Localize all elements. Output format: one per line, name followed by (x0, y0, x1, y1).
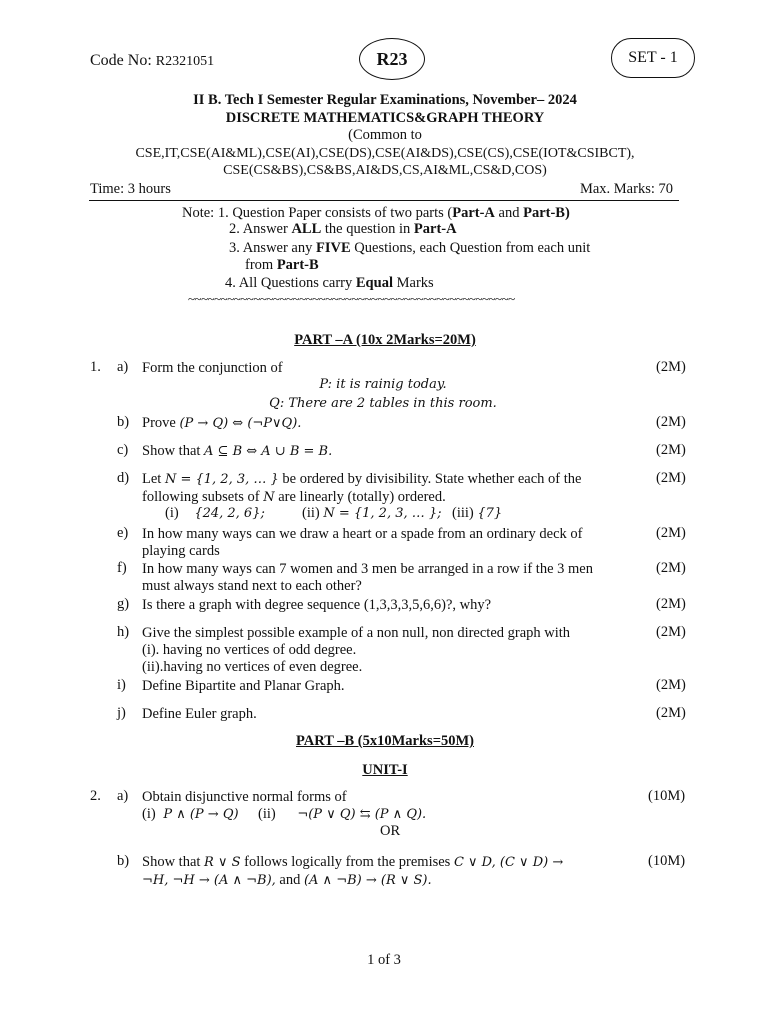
q1e-text-line1: In how many ways can we draw a heart or a spade from an ordinary deck of (142, 526, 583, 542)
q2a-letter: a) (117, 788, 129, 804)
q2b-premise-1: C ∨ D, (C ∨ D) → (453, 855, 564, 870)
q1a-marks: (2M) (656, 359, 686, 375)
q1d-text-line1 (142, 470, 624, 489)
q1d-linearly: are linearly (totally) ordered. (278, 489, 446, 505)
q2a-part-i-label: (i) (142, 806, 156, 822)
q2a-part-i (142, 806, 239, 823)
q1d-option-ii (302, 505, 442, 522)
note-3-text-b: Questions, each Question from each unit (350, 240, 591, 256)
q1d-n: N (263, 490, 275, 505)
q1i-letter: i) (117, 677, 126, 693)
q2b-and: and (279, 872, 301, 888)
header-divider (89, 200, 679, 201)
q1h-text-line2: (i). having no vertices of odd degree. (142, 642, 357, 658)
q1d-following: following subsets of (142, 489, 260, 505)
q2b-letter: b) (117, 853, 130, 869)
q1g-letter: g) (117, 596, 130, 612)
q2b-show-that: Show that (142, 854, 201, 870)
q1e-marks: (2M) (656, 525, 686, 541)
q1b-formula: (P → Q) ⇔ (¬P∨Q). (179, 416, 302, 431)
q1h-letter: h) (117, 624, 130, 640)
note-1-text: Note: 1. Question Paper consists of two parts ( (182, 205, 453, 221)
code-number (90, 52, 214, 70)
q1h-text-line1: Give the simplest possible example of a non null, non directed graph with (142, 625, 571, 641)
code-value: R2321051 (155, 54, 215, 69)
regulation-badge (359, 38, 425, 80)
q1e-text-line2: playing cards (142, 543, 220, 559)
q1c-letter: c) (117, 442, 129, 458)
exam-title: II B. Tech I Semester Regular Examinations, November– 2024 (193, 92, 577, 108)
q1c-marks: (2M) (656, 442, 686, 458)
q1d-option-iii-label: (iii) (452, 505, 474, 521)
q1f-text-line2: must always stand next to each other? (142, 578, 362, 594)
q1a-letter: a) (117, 359, 129, 375)
note-1-partb: Part-B) (523, 205, 570, 221)
q2a-part-ii-label: (ii) (258, 806, 276, 822)
q1d-set-n: N = {1, 2, 3, … } (164, 472, 279, 487)
q1h-marks: (2M) (656, 624, 686, 640)
subject-title: DISCRETE MATHEMATICS&GRAPH THEORY (225, 110, 545, 126)
q1g-text: Is there a graph with degree sequence (1,3,3,3,5,6,6)?, why? (142, 597, 492, 613)
q1a-text: Form the conjunction of (142, 360, 283, 376)
q1h-text-line3: (ii).having no vertices of even degree. (142, 659, 363, 675)
q1e-letter: e) (117, 525, 129, 541)
unit-1-title: UNIT-I (362, 762, 408, 778)
q1i-text: Define Bipartite and Planar Graph. (142, 678, 345, 694)
part-b-title: PART –B (5x10Marks=50M) (296, 733, 474, 749)
note-3-from: from (245, 257, 277, 273)
q2a-marks: (10M) (648, 788, 686, 804)
note-4 (225, 275, 434, 292)
note-3-five: FIVE (316, 240, 351, 256)
q1d-option-i-value: {24, 2, 6}; (194, 506, 265, 521)
q2a-part-i-formula: P ∧ (P → Q) (163, 807, 239, 822)
note-4-equal: Equal (355, 275, 393, 291)
q2b-text-line2 (142, 871, 624, 890)
common-to: (Common to (348, 127, 422, 143)
q1d-marks: (2M) (656, 470, 686, 486)
note-4-marks: Marks (392, 275, 434, 291)
q1f-marks: (2M) (656, 560, 686, 576)
q2b-r-or-s: R ∨ S (204, 855, 241, 870)
tilde-divider: ~~~~~~~~~~~~~~~~~~~~~~~~~~~~~~~~~~~~~~~~~~~~~~~~~~ (188, 291, 515, 306)
q1d-option-iii (452, 505, 502, 522)
q1c-text (142, 442, 624, 461)
note-1 (182, 205, 570, 222)
q2b-follows: follows logically from the premises (244, 854, 451, 870)
note-1-and: and (494, 205, 524, 221)
note-1-parta: Part-A (452, 205, 495, 221)
q1g-marks: (2M) (656, 596, 686, 612)
q2a-part-ii (258, 806, 426, 823)
note-2-parta: Part-A (413, 221, 457, 237)
q1b-text (142, 414, 624, 433)
q1d-let: Let (142, 471, 162, 487)
q1d-option-ii-label: (ii) (302, 505, 320, 521)
q1d-option-ii-value: N = {1, 2, 3, … }; (323, 506, 442, 521)
q1j-text: Define Euler graph. (142, 706, 257, 722)
q1c-formula: A ⊆ B ⇔ A ∪ B = B. (204, 444, 333, 459)
q1i-marks: (2M) (656, 677, 686, 693)
code-label: Code No: (90, 52, 152, 69)
max-marks: Max. Marks: 70 (579, 181, 673, 197)
q1b-letter: b) (117, 414, 130, 430)
note-2-text-b: the question in (321, 221, 414, 237)
q1f-letter: f) (117, 560, 127, 576)
q2b-text-line1 (142, 853, 624, 872)
q1b-marks: (2M) (656, 414, 686, 430)
q1d-option-iii-value: {7} (477, 506, 503, 521)
part-a-title: PART –A (10x 2Marks=20M) (294, 332, 476, 348)
q1b-prove: Prove (142, 415, 176, 431)
q2b-premise-3: (A ∧ ¬B) → (R ∨ S). (303, 873, 432, 888)
note-3-continued (245, 257, 319, 274)
note-2 (229, 221, 457, 238)
or-separator: OR (380, 823, 401, 839)
note-3-text: 3. Answer any (229, 240, 316, 256)
set-label: SET - 1 (628, 49, 678, 66)
q1d-letter: d) (117, 470, 130, 486)
note-4-text: . All Questions carry (232, 275, 356, 291)
branches-line-2: CSE(CS&BS),CS&BS,AI&DS,CS,AI&ML,CS&D,COS) (223, 163, 547, 178)
q2b-marks: (10M) (648, 853, 686, 869)
set-badge (611, 38, 695, 78)
q1c-show-that: Show that (142, 443, 201, 459)
q1d-option-i (165, 505, 265, 522)
q1a-statement-p: P: it is rainig today. (319, 377, 447, 392)
q2b-premise-2: ¬H, ¬H → (A ∧ ¬B), (142, 873, 276, 888)
note-3 (229, 240, 590, 257)
q1d-option-i-label: (i) (165, 505, 179, 521)
page-number: 1 of 3 (367, 952, 401, 968)
note-3-partb: Part-B (276, 257, 319, 273)
question-1-number: 1. (90, 359, 101, 375)
branches-line-1: CSE,IT,CSE(AI&ML),CSE(AI),CSE(DS),CSE(AI&DS),CSE(CS),CSE(IOT&CSIBCT), (135, 146, 635, 161)
question-2-number: 2. (90, 788, 101, 804)
q1d-ordered: be ordered by divisibility. State whether each of the (282, 471, 582, 487)
q1a-statement-q: Q: There are 2 tables in this room. (269, 396, 497, 411)
q2a-part-ii-formula: ¬(P ∨ Q) ⇆ (P ∧ Q). (297, 807, 427, 822)
q1j-letter: j) (117, 705, 126, 721)
regulation-label: R23 (376, 48, 408, 69)
note-2-text: 2. Answer (229, 221, 292, 237)
exam-duration: Time: 3 hours (90, 181, 171, 197)
q2a-text: Obtain disjunctive normal forms of (142, 789, 347, 805)
q1f-text-line1: In how many ways can 7 women and 3 men be arranged in a row if the 3 men (142, 561, 593, 577)
note-4-number: 4 (225, 275, 233, 291)
note-2-all: ALL (291, 221, 322, 237)
q1j-marks: (2M) (656, 705, 686, 721)
